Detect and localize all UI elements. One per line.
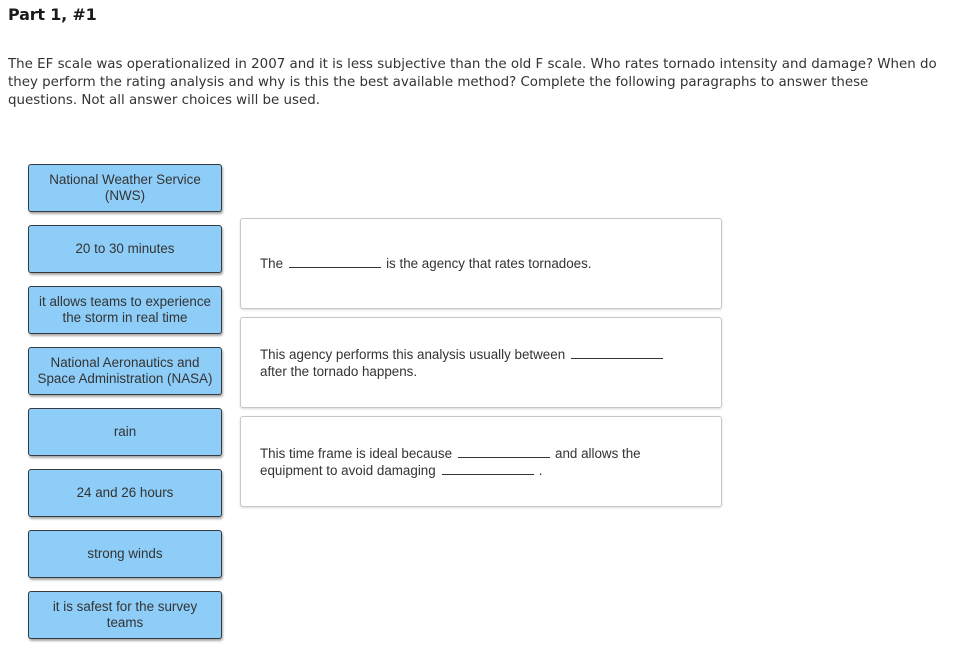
answer-choice-label: strong winds bbox=[87, 546, 163, 561]
answer-choice-24-and-26-hours[interactable] bbox=[28, 469, 222, 517]
answer-choice-nws[interactable] bbox=[28, 164, 222, 212]
drop-blank-2[interactable] bbox=[571, 348, 663, 359]
answer-choice-label: it allows teams to experience the storm in real time bbox=[39, 294, 211, 325]
sentence-text bbox=[260, 445, 670, 479]
sentence-box-1 bbox=[240, 218, 722, 309]
sentence-text bbox=[260, 255, 592, 272]
answer-choice-nasa[interactable] bbox=[28, 347, 222, 395]
answer-choice-label: rain bbox=[113, 424, 137, 439]
sentence-text-after: is the agency that rates tornadoes. bbox=[386, 256, 592, 271]
answer-choice-label: National Weather Service (NWS) bbox=[49, 172, 201, 203]
sentence-text-after: after the tornado happens. bbox=[260, 363, 418, 379]
question-instructions: The EF scale was operationalized in 2007 and it is less subjective than the old F scale. Who rates tornado intensity and damage? When do they perform the rating analysis and why is this the best available method? Complete the following paragraphs to answer these questions. Not all answer choices will be used. bbox=[8, 57, 937, 108]
answer-choice-real-time[interactable] bbox=[28, 286, 222, 334]
drop-blank-4[interactable] bbox=[442, 464, 534, 475]
answer-choice-rain[interactable] bbox=[28, 408, 222, 456]
drop-blank-3[interactable] bbox=[458, 447, 550, 458]
sentence-text-before: This time frame is ideal because bbox=[260, 445, 453, 461]
sentence-box-2 bbox=[240, 317, 722, 408]
sentence-text-after: . bbox=[538, 462, 543, 478]
answer-choice-label: 20 to 30 minutes bbox=[75, 241, 175, 256]
drop-blank-1[interactable] bbox=[289, 257, 381, 268]
answer-choice-20-to-30-minutes[interactable] bbox=[28, 225, 222, 273]
page-title: Part 1, #1 bbox=[8, 5, 97, 24]
sentence-box-3 bbox=[240, 416, 722, 507]
sentence-text-before: The bbox=[260, 256, 284, 271]
answer-choice-label: National Aeronautics and Space Administration (NASA) bbox=[37, 355, 213, 386]
sentence-text bbox=[260, 346, 668, 380]
answer-choice-strong-winds[interactable] bbox=[28, 530, 222, 578]
answer-choice-label: 24 and 26 hours bbox=[76, 485, 174, 500]
answer-choice-safest[interactable] bbox=[28, 591, 222, 639]
sentence-text-before: This agency performs this analysis usually between bbox=[260, 346, 566, 362]
sentence-text-middle: and allows the equipment to avoid damaging bbox=[260, 445, 641, 478]
answer-choice-label: it is safest for the survey teams bbox=[52, 599, 198, 630]
